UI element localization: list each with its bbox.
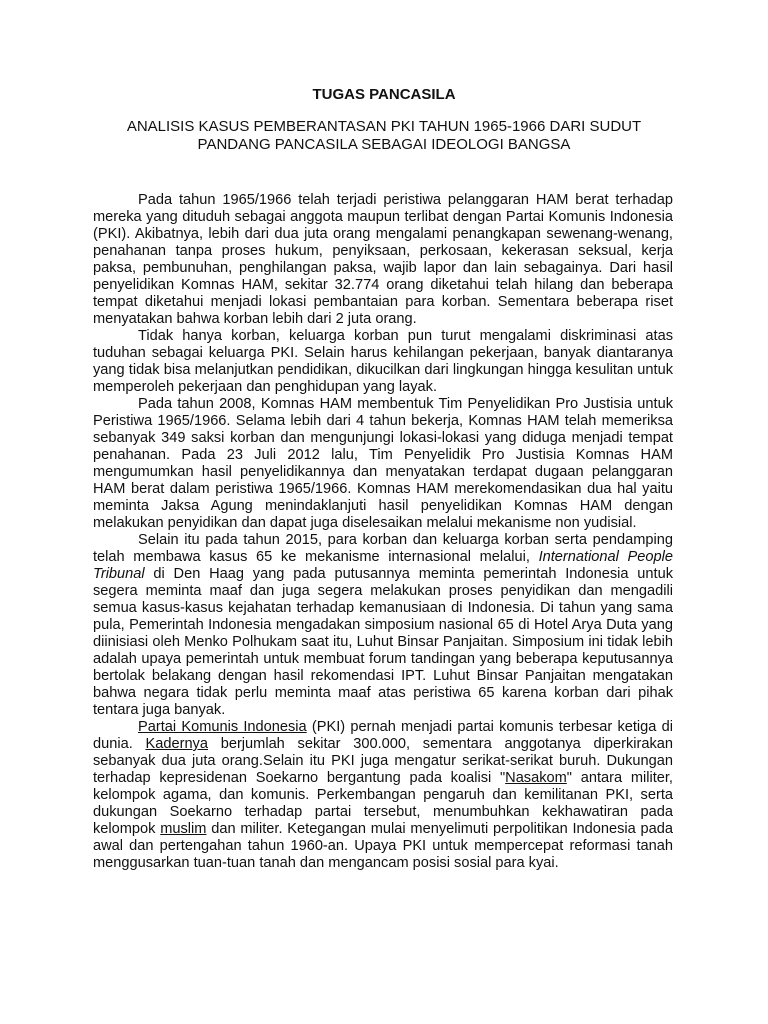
paragraph-5-text-d: dan militer. Ketegangan mulai menyelimuti perpolitikan Indonesia pada awal dan pertengahan tahun 1960-an. Upaya PKI untuk mempercepat reformasi tanah menggusarkan tuan-tuan tanah dan mengancam posisi sosial para kyai. [93, 821, 673, 871]
link-partai-komunis-indonesia[interactable]: Partai Komunis Indonesia [138, 719, 307, 735]
document-body [93, 192, 673, 872]
paragraph-5-text-a: (PKI) pernah menjadi partai komunis terbesar ketiga di dunia. [93, 719, 673, 752]
paragraph-4-text-a: Selain itu pada tahun 2015, para korban dan keluarga korban serta pendamping telah membawa kasus 65 ke mekanisme internasional melalui, [93, 532, 673, 565]
link-muslim[interactable]: muslim [160, 821, 207, 837]
ipt-italic-text: International People Tribunal [93, 549, 673, 582]
paragraph-4 [93, 532, 673, 719]
paragraph-1: Pada tahun 1965/1966 telah terjadi peristiwa pelanggaran HAM berat terhadap mereka yang dituduh sebagai anggota maupun terlibat dengan Partai Komunis Indonesia (PKI). Akibatnya, lebih dari dua juta orang mengalami penangkapan sewenang-wenang, penahanan tanpa proses hukum, penyiksaan, perkosaan, kekerasan seksual, kerja paksa, pembunuhan, penghilangan paksa, wajib lapor dan lain sebagainya. Dari hasil penyelidikan Komnas HAM, sekitar 32.774 orang diketahui telah hilang dan beberapa tempat diketahui menjadi lokasi pembantaian para korban. Sementara beberapa riset menyatakan bahwa korban lebih dari 2 juta orang. [93, 192, 673, 327]
document-subtitle: ANALISIS KASUS PEMBERANTASAN PKI TAHUN 1965-1966 DARI SUDUT PANDANG PANCASILA SEBAGAI IDEOLOGI BANGSA [126, 118, 642, 153]
paragraph-5 [93, 719, 673, 872]
paragraph-2: Tidak hanya korban, keluarga korban pun turut mengalami diskriminasi atas tuduhan sebagai keluarga PKI. Selain harus kehilangan pekerjaan, banyak diantaranya yang tidak bisa melanjutkan pendidikan, dikucilkan dari lingkungan hingga kesulitan untuk memperoleh pekerjaan dan penghidupan yang layak. [93, 328, 673, 395]
paragraph-5-text-c: " antara militer, kelompok agama, dan komunis. Perkembangan pengaruh dan kemilitanan PKI, serta dukungan Soekarno terhadap partai tersebut, menumbuhkan kekhawatiran pada kelompok [93, 770, 673, 837]
document-title: TUGAS PANCASILA [312, 86, 456, 103]
paragraph-5-text-b: berjumlah sekitar 300.000, sementara anggotanya diperkirakan sebanyak dua juta orang.Selain itu PKI juga mengatur serikat-serikat buruh. Dukungan terhadap kepresidenan Soekarno bergantung pada koalisi " [93, 736, 673, 786]
paragraph-3: Pada tahun 2008, Komnas HAM membentuk Tim Penyelidikan Pro Justisia untuk Peristiwa 1965/1966. Selama lebih dari 4 tahun bekerja, Komnas HAM telah memeriksa sebanyak 349 saksi korban dan mengunjungi lokasi-lokasi yang diduga menjadi tempat penahanan. Pada 23 Juli 2012 lalu, Tim Penyelidik Pro Justisia Komnas HAM mengumumkan hasil penyelidikannya dan menyatakan terdapat dugaan pelanggaran HAM berat dalam peristiwa 1965/1966. Komnas HAM merekomendasikan dua hal yaitu meminta Jaksa Agung menindaklanjuti hasil penyelidikan Komnas HAM dengan melakukan penyidikan dan dapat juga diselesaikan melalui mekanisme non yudisial. [93, 396, 673, 531]
link-kadernya[interactable]: Kadernya [145, 736, 208, 752]
link-nasakom[interactable]: Nasakom [505, 770, 567, 786]
paragraph-4-text-b: di Den Haag yang pada putusannya meminta pemerintah Indonesia untuk segera meminta maaf dan juga segera melakukan proses penyidikan dan mengadili semua kasus-kasus kejahatan terhadap kemanusiaan di Indonesia. Di tahun yang sama pula, Pemerintah Indonesia mengadakan simposium nasional 65 di Hotel Arya Duta yang diinisiasi oleh Menko Polhukam saat itu, Luhut Binsar Panjaitan. Simposium ini tidak lebih adalah upaya pemerintah untuk membuat forum tandingan yang beberapa keputusannya bertolak belakang dengan hasil rekomendasi IPT. Luhut Binsar Panjaitan mengatakan bahwa negara tidak perlu meminta maaf atas peristiwa 65 karena korban dari pihak tentara juga banyak. [93, 566, 673, 718]
